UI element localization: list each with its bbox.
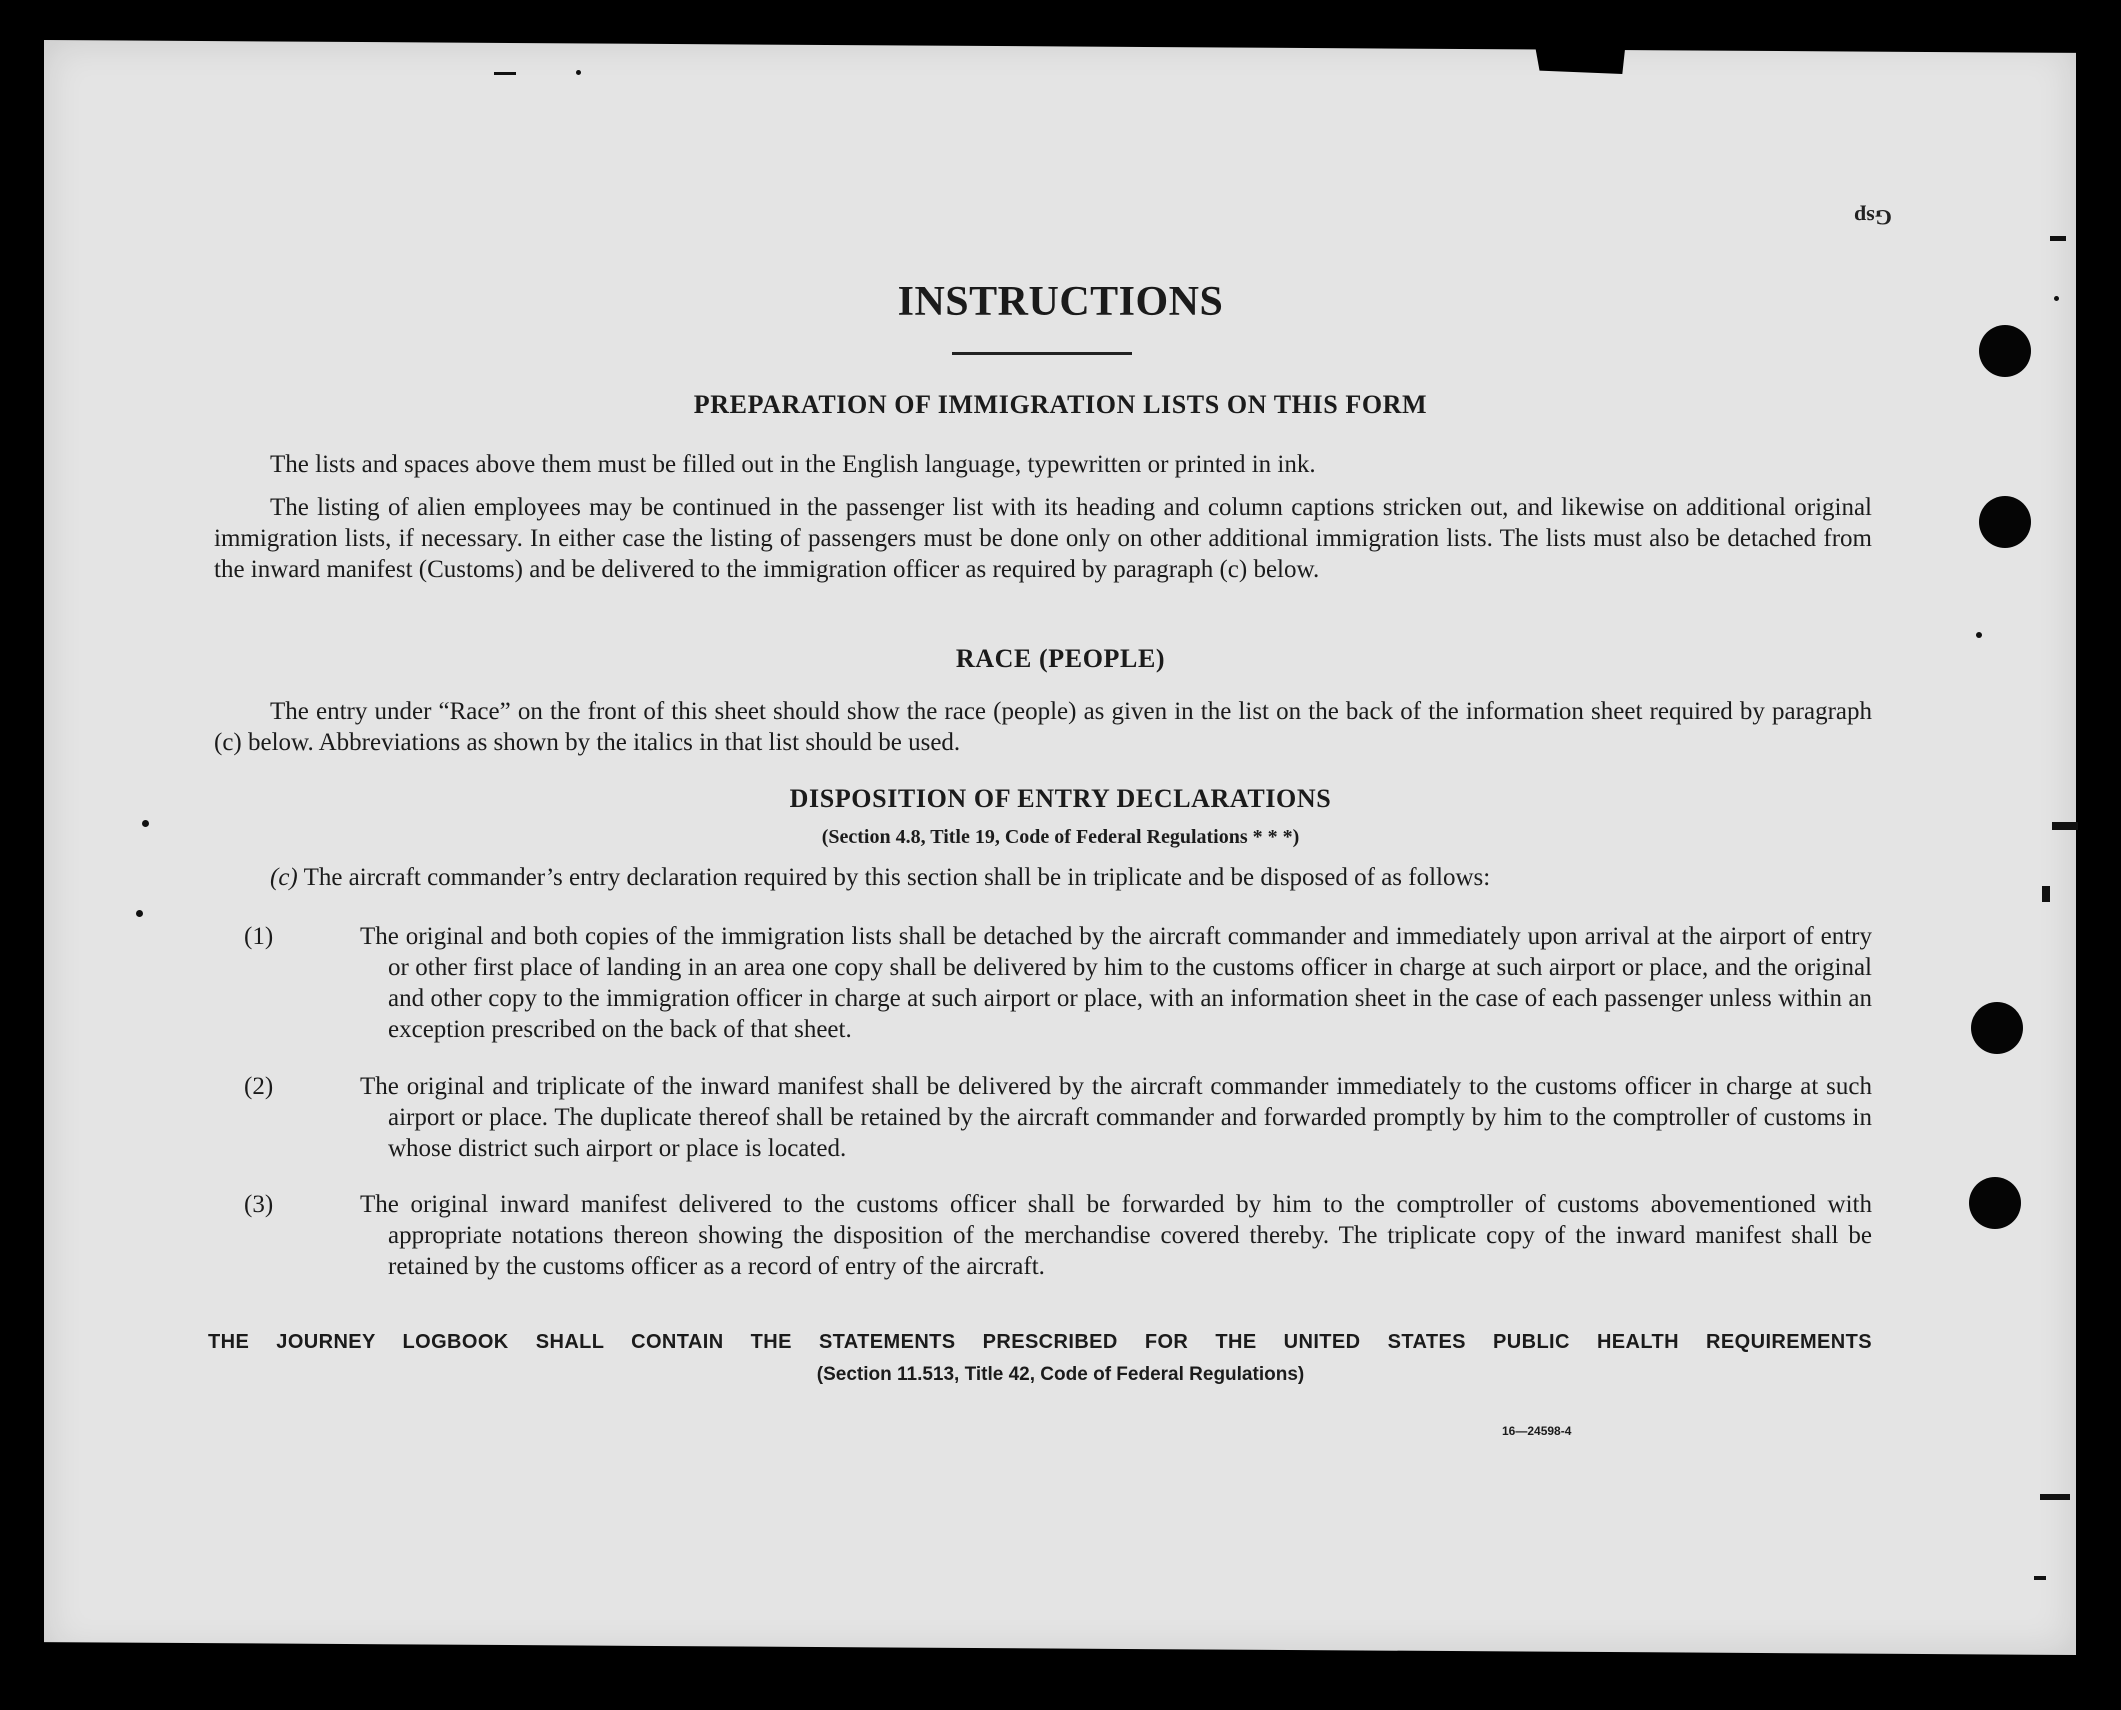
- speck: [576, 70, 581, 75]
- disposition-citation: (Section 4.8, Title 19, Code of Federal Regulations * * *): [821, 826, 1300, 848]
- edge-mark: [2042, 886, 2050, 902]
- item-text: The original and both copies of the immigration lists shall be detached by the aircraft commander and immediately upon arrival at the airport of entry or other first place of landing in an area one copy shall be delivered by him to the customs officer in charge at such airport or place, and the original and other copy to the immigration officer in charge at such airport or place, with an information sheet in the case of each passenger unless within an exception prescribed on the back of that sheet.: [360, 923, 1872, 1043]
- public-health-notice: THE JOURNEY LOGBOOK SHALL CONTAIN THE STATEMENTS PRESCRIBED FOR THE UNITED STATES PUBLIC HEALTH REQUIREMENTS: [208, 1331, 1872, 1353]
- intro-label: (c): [270, 864, 298, 891]
- punch-hole: [1971, 1002, 2023, 1054]
- list-item: [244, 1071, 1872, 1164]
- section-heading-preparation: PREPARATION OF IMMIGRATION LISTS ON THIS FORM: [693, 390, 1428, 419]
- edge-mark: [2050, 236, 2066, 241]
- item-text: The original inward manifest delivered to the customs officer shall be forwarded by him to the comptroller of customs abovementioned with appropriate notations thereon showing the disposition of the merchandise covered thereby. The triplicate copy of the inward manifest shall be retained by the customs officer as a record of entry of the aircraft.: [360, 1191, 1872, 1280]
- speck: [1976, 632, 1982, 638]
- item-number: (2): [244, 1073, 274, 1100]
- item-number: (3): [244, 1191, 274, 1218]
- list-item: [244, 1189, 1872, 1282]
- edge-mark: [494, 72, 516, 75]
- intro-text: The aircraft commander’s entry declaration required by this section shall be in triplicate and be disposed of as follows:: [303, 864, 1491, 891]
- title-rule: [952, 352, 1132, 355]
- punch-hole: [1979, 496, 2031, 548]
- speck: [136, 910, 143, 917]
- item-text: The original and triplicate of the inward manifest shall be delivered by the aircraft commander immediately to the customs officer in charge at such airport or place. The duplicate thereof shall be retained by the aircraft commander and forwarded promptly by him to the comptroller of customs in whose district such airport or place is located.: [360, 1073, 1872, 1162]
- list-item: [244, 921, 1872, 1045]
- punch-hole: [1979, 325, 2031, 377]
- torn-corner: [1534, 40, 1626, 74]
- public-health-citation: (Section 11.513, Title 42, Code of Federal Regulations): [816, 1364, 1305, 1385]
- corner-mark: Gsp: [1854, 205, 1892, 230]
- section-heading-race: RACE (PEOPLE): [955, 644, 1166, 673]
- disposition-intro: [214, 862, 1872, 893]
- item-number: (1): [244, 923, 274, 950]
- edge-mark: [2034, 1576, 2046, 1580]
- edge-mark: [2040, 1494, 2070, 1500]
- section-heading-disposition: DISPOSITION OF ENTRY DECLARATIONS: [789, 784, 1332, 813]
- preparation-paragraph-2: The listing of alien employees may be continued in the passenger list with its heading and column captions stricken out, and likewise on additional original immigration lists, if necessary. In either case the listing of passengers must be done only on other additional immigration lists. The lists must also be detached from the inward manifest (Customs) and be delivered to the immigration officer as required by paragraph (c) below.: [214, 494, 1872, 583]
- preparation-paragraph-1: The lists and spaces above them must be filled out in the English language, typewritten or printed in ink.: [270, 451, 1316, 478]
- page-title: INSTRUCTIONS: [897, 279, 1224, 325]
- punch-hole: [1969, 1177, 2021, 1229]
- race-paragraph: The entry under “Race” on the front of this sheet should show the race (people) as given in the list on the back of the information sheet required by paragraph (c) below. Abbreviations as shown by the italics in that list should be used.: [214, 698, 1872, 756]
- form-number: 16—24598-4: [1502, 1424, 1572, 1438]
